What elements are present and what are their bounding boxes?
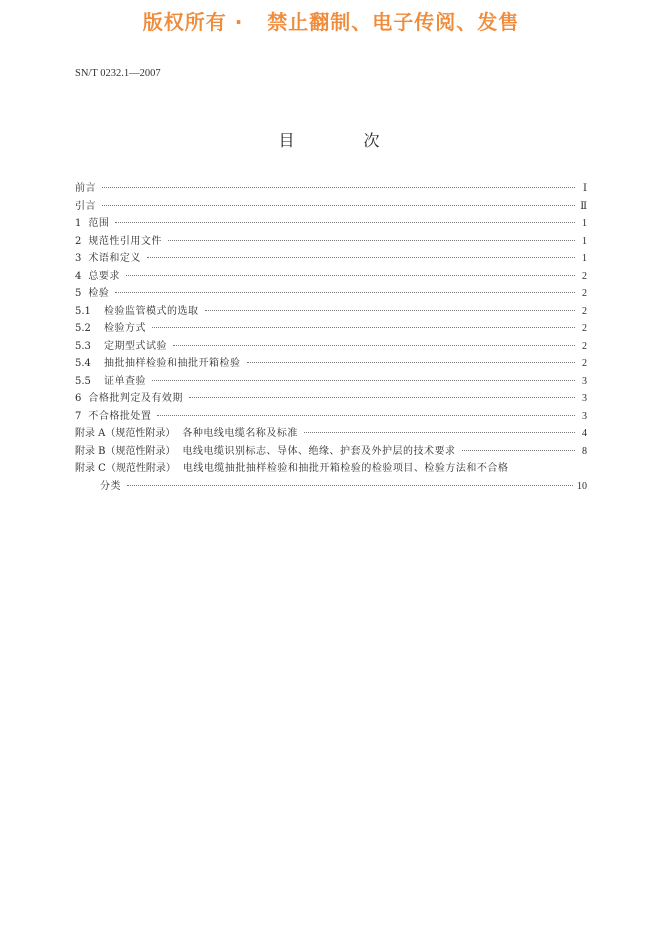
toc-entry-5-5[interactable] <box>75 373 587 391</box>
dot-leader <box>152 380 575 381</box>
toc-entry-number: 2 <box>75 235 82 247</box>
toc-entry-5-1[interactable] <box>75 303 587 321</box>
dot-leader <box>205 310 576 311</box>
toc-entry-text: 定期型式试验 <box>104 340 167 352</box>
table-of-contents <box>75 180 587 495</box>
toc-entry-text: 抽批抽样检验和抽批开箱检验 <box>104 358 241 369</box>
toc-page-number: 1 <box>582 218 587 229</box>
toc-entry-annex-a[interactable] <box>75 425 587 443</box>
toc-entry-text: 前言 <box>75 183 96 194</box>
toc-page-number: Ⅰ <box>583 183 587 194</box>
toc-entry-5-4[interactable] <box>75 355 587 373</box>
toc-entry-text: 不合格批处置 <box>88 410 152 422</box>
toc-page-number: 2 <box>582 270 587 282</box>
toc-entry-number: 5.5 <box>75 375 91 387</box>
toc-entry-text: 检验方式 <box>104 323 146 334</box>
toc-entry-annex-b[interactable] <box>75 443 587 461</box>
toc-page-number: 2 <box>582 358 587 369</box>
toc-title: 目 次 <box>278 131 412 150</box>
dot-leader <box>247 362 576 363</box>
toc-entry-5-2[interactable] <box>75 320 587 338</box>
toc-entry-1[interactable] <box>75 215 587 233</box>
toc-entry-number: 5.4 <box>75 358 91 369</box>
toc-page-number: 2 <box>582 288 587 299</box>
toc-entry-number: 3 <box>75 253 82 264</box>
toc-page-number: 10 <box>577 480 587 492</box>
toc-entry-text: 总要求 <box>88 270 120 282</box>
dot-leader <box>157 415 575 416</box>
dot-leader <box>304 432 575 433</box>
toc-entry-text: 证单查验 <box>104 375 146 387</box>
toc-page-number: 3 <box>582 393 587 404</box>
standard-code: SN/T 0232.1—2007 <box>75 68 161 79</box>
dot-leader <box>115 222 575 223</box>
toc-entry-text: 范围 <box>88 218 110 229</box>
toc-entry-number: 5.1 <box>75 305 91 317</box>
toc-page-number: Ⅱ <box>580 200 587 212</box>
toc-entry-number: 4 <box>75 270 82 282</box>
toc-entry-text: 引言 <box>75 200 96 212</box>
toc-entry-text-continuation: 分类 <box>100 480 121 492</box>
toc-entry-3[interactable] <box>75 250 587 268</box>
toc-entry-text: 各种电线电缆名称及标准 <box>182 428 298 439</box>
toc-entry-text: 术语和定义 <box>88 253 141 264</box>
dot-leader <box>189 397 575 398</box>
toc-entry-number: 5 <box>75 288 82 299</box>
toc-page-number: 3 <box>582 410 587 422</box>
toc-entry-annex-c-continuation[interactable] <box>75 478 587 496</box>
toc-page-number: 2 <box>582 305 587 317</box>
dot-leader <box>102 187 575 188</box>
toc-entry-5[interactable] <box>75 285 587 303</box>
dot-leader <box>168 240 575 241</box>
dot-leader <box>173 345 575 346</box>
toc-entry-text: 规范性引用文件 <box>88 235 162 247</box>
toc-page-number: 2 <box>582 323 587 334</box>
toc-entry-number: 附录 C（规范性附录） <box>75 463 176 474</box>
toc-entry-text: 检验监管模式的选取 <box>104 305 199 317</box>
toc-page-number: 1 <box>582 235 587 247</box>
dot-leader <box>462 450 575 451</box>
toc-entry-2[interactable] <box>75 233 587 251</box>
toc-entry-7[interactable] <box>75 408 587 426</box>
toc-entry-text: 检验 <box>88 288 110 299</box>
toc-page-number: 3 <box>582 375 587 387</box>
toc-entry-text: 电线电缆识别标志、导体、绝缘、护套及外护层的技术要求 <box>182 445 456 457</box>
toc-entry-number: 附录 A（规范性附录） <box>75 428 176 439</box>
toc-entry-4[interactable] <box>75 268 587 286</box>
toc-entry-6[interactable] <box>75 390 587 408</box>
toc-entry-number: 1 <box>75 218 82 229</box>
toc-entry-text: 电线电缆抽批抽样检验和抽批开箱检验的检验项目、检验方法和不合格 <box>182 463 509 474</box>
toc-page-number: 4 <box>582 428 587 439</box>
copyright-watermark: 版权所有 · 禁止翻制、电子传阅、发售 <box>142 10 520 34</box>
toc-page-number: 2 <box>582 340 587 352</box>
toc-entry-foreword[interactable] <box>75 180 587 198</box>
toc-entry-number: 附录 B（规范性附录） <box>75 445 176 457</box>
dot-leader <box>127 485 573 486</box>
toc-entry-number: 7 <box>75 410 82 422</box>
dot-leader <box>147 257 575 258</box>
toc-page-number: 1 <box>582 253 587 264</box>
toc-entry-annex-c[interactable] <box>75 460 587 478</box>
toc-entry-number: 5.2 <box>75 323 91 334</box>
toc-entry-number: 5.3 <box>75 340 91 352</box>
toc-entry-text: 合格批判定及有效期 <box>88 393 183 404</box>
dot-leader <box>152 327 575 328</box>
toc-entry-5-3[interactable] <box>75 338 587 356</box>
dot-leader <box>102 205 575 206</box>
dot-leader <box>115 292 575 293</box>
toc-page-number: 8 <box>582 445 587 457</box>
toc-entry-number: 6 <box>75 393 82 404</box>
dot-leader <box>126 275 575 276</box>
toc-entry-introduction[interactable] <box>75 198 587 216</box>
